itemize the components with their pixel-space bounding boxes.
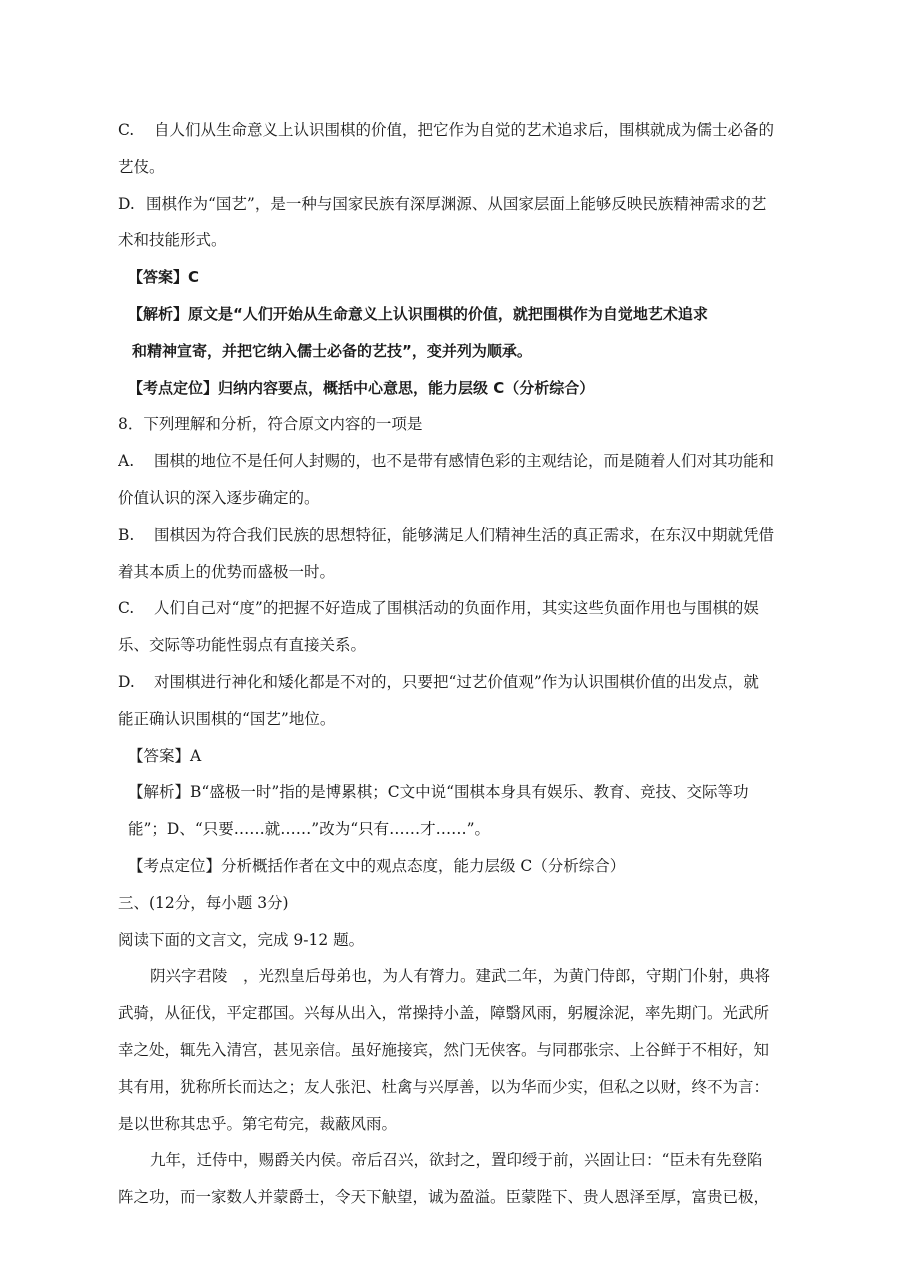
passage-line: 武骑，从征伐，平定郡国。兴每从出入，常操持小盖，障翳风雨，躬履涂泥，率先期门。光武所 bbox=[118, 1004, 770, 1023]
q7-option-c-cont: 艺伎。 bbox=[118, 157, 165, 176]
q8-analysis-cont: 能”；D、“只要……就……”改为“只有……才……”。 bbox=[128, 820, 491, 839]
option-text: 自人们从生命意义上认识围棋的价值，把它作为自觉的艺术追求后，围棋就成为儒士必备的 bbox=[154, 121, 775, 139]
option-text: 对围棋进行神化和矮化都是不对的，只要把“过艺价值观”作为认识围棋价值的出发点，就 bbox=[154, 672, 759, 691]
option-label: D. bbox=[118, 672, 135, 691]
section-instruction: 阅读下面的文言文，完成 9-12 题。 bbox=[118, 930, 365, 949]
option-text: 围棋作为“国艺”，是一种与国家民族有深厚渊源、从国家层面上能够反映民族精神需求的艺 bbox=[146, 194, 767, 213]
q7-option-c bbox=[118, 112, 798, 149]
option-text: 围棋的地位不是任何人封赐的，也不是带有感情色彩的主观结论，而是随着人们对其功能和 bbox=[154, 452, 775, 471]
q8-option-a bbox=[118, 443, 798, 480]
q8-option-b bbox=[118, 517, 798, 554]
passage-line: 幸之处，辄先入清宫，甚见亲信。虽好施接宾，然门无侠客。与同郡张宗、上谷鲜于不相好，知 bbox=[118, 1040, 770, 1059]
q7-analysis: 【解析】原文是“人们开始从生命意义上认识围棋的价值，就把围棋作为自觉地艺术追求 bbox=[128, 304, 708, 323]
q8-key-point: 【考点定位】分析概括作者在文中的观点态度，能力层级 C（分析综合） bbox=[128, 856, 626, 875]
q8-option-c-cont: 乐、交际等功能性弱点有直接关系。 bbox=[118, 636, 367, 655]
option-text: 人们自己对“度”的把握不好造成了围棋活动的负面作用，其实这些负面作用也与围棋的娱 bbox=[154, 599, 759, 618]
q8-option-b-cont: 着其本质上的优势而盛极一时。 bbox=[118, 562, 336, 581]
q8-option-c bbox=[118, 590, 798, 627]
q7-option-d bbox=[118, 186, 798, 223]
q8-analysis: 【解析】B“盛极一时”指的是博累棋；C文中说“围棋本身具有娱乐、教育、竞技、交际等功 bbox=[128, 783, 749, 802]
option-label: C. bbox=[118, 121, 135, 139]
passage-line: 九年，迁侍中，赐爵关内侯。帝后召兴，欲封之，置印绶于前，兴固让曰：“臣未有先登陷 bbox=[150, 1151, 763, 1170]
q8-answer: 【答案】A bbox=[128, 746, 202, 765]
q7-answer: 【答案】C bbox=[128, 268, 200, 287]
document-body bbox=[118, 112, 798, 1216]
q8-option-d bbox=[118, 664, 798, 701]
option-label: C. bbox=[118, 599, 135, 618]
passage-line: 阴兴字君陵 ，光烈皇后母弟也，为人有膂力。建武二年，为黄门侍郎，守期门仆射，典将 bbox=[150, 967, 771, 986]
option-label: B. bbox=[118, 525, 135, 544]
q8-option-a-cont: 价值认识的深入逐步确定的。 bbox=[118, 488, 320, 507]
q7-key-point: 【考点定位】归纳内容要点，概括中心意思，能力层级 C（分析综合） bbox=[128, 378, 595, 397]
passage-line: 其有用，犹称所长而达之；友人张汜、杜禽与兴厚善，以为华而少实，但私之以财，终不为言： bbox=[118, 1077, 770, 1096]
passage-line: 是以世称其忠乎。第宅苟完，裁蔽风雨。 bbox=[118, 1114, 398, 1133]
option-label: D. bbox=[118, 194, 135, 213]
passage-line: 阵之功，而一家数人并蒙爵士，令天下觖望，诚为盈溢。臣蒙陛下、贵人恩泽至厚，富贵已极， bbox=[118, 1188, 770, 1207]
option-label: A. bbox=[118, 452, 135, 471]
q8-option-d-cont: 能正确认识围棋的“国艺”地位。 bbox=[118, 709, 336, 728]
option-text: 围棋因为符合我们民族的思想特征，能够满足人们精神生活的真正需求，在东汉中期就凭借 bbox=[154, 525, 775, 544]
q8-stem: 8．下列理解和分析，符合原文内容的一项是 bbox=[118, 415, 423, 434]
section-heading: 三、(12分，每小题 3分) bbox=[118, 893, 289, 912]
q7-analysis-cont: 和精神宣寄，并把它纳入儒士必备的艺技”，变并列为顺承。 bbox=[132, 341, 532, 360]
q7-option-d-cont: 术和技能形式。 bbox=[118, 231, 227, 250]
